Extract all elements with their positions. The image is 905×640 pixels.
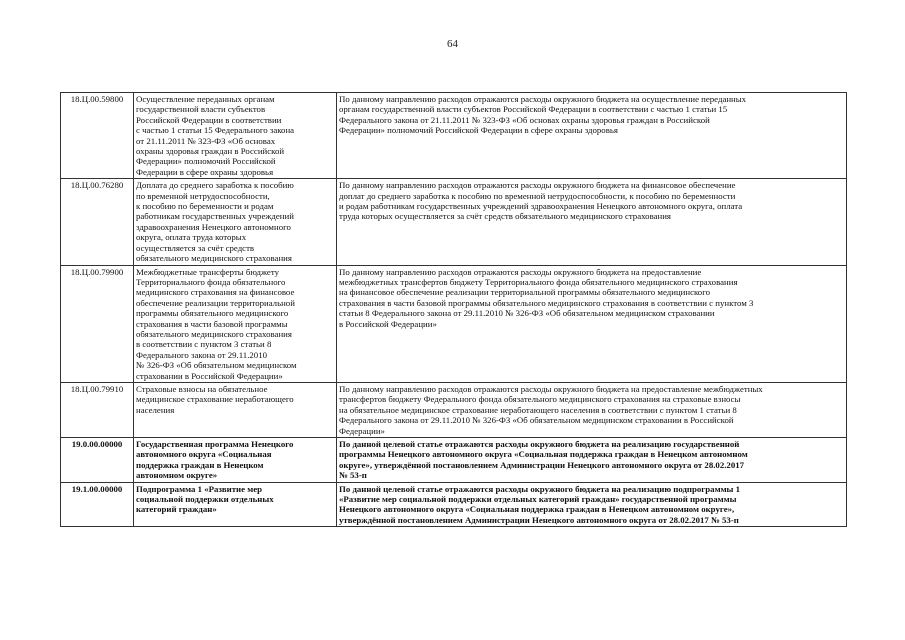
row-code: 19.0.00.00000 (61, 438, 134, 483)
row-code: 18.Ц.00.79900 (61, 265, 134, 382)
row-code: 19.1.00.00000 (61, 482, 134, 527)
table-row (61, 265, 847, 382)
budget-classification-table (60, 92, 847, 527)
table-row (61, 93, 847, 179)
table-row (61, 482, 847, 527)
row-description: По данному направлению расходов отражаются расходы окружного бюджета на предоставление межбюджетных трансфертов бюджету Федерального фонда обязательного медицинского страхования на страховые взносы на обязательное медицинское страхование неработающего населения в соответствии с пунктом 1 статьи 8 Федерального закона от 29.11.2010 № 326-ФЗ «Об обязательном медицинском страховании в Российской Федерации» (337, 382, 847, 437)
row-description: По данной целевой статье отражаются расходы окружного бюджета на реализацию подпрограммы 1 «Развитие мер социальной поддержки отдельных категорий граждан» государственной программы Ненецкого автономного округа «Социальная поддержка граждан в Ненецком автономном округе», утверждённой постановлением Администрации Ненецкого автономного округа от 28.02.2017 № 53-п (337, 482, 847, 527)
row-code: 18.Ц.00.79910 (61, 382, 134, 437)
table-row (61, 382, 847, 437)
row-name: Осуществление переданных органам государственной власти субъектов Российской Федерации в соответствии с частью 1 статьи 15 Федерального закона от 21.11.2011 № 323-ФЗ «Об основах охраны здоровья граждан в Российской Федерации» полномочий Российской Федерации в сфере охраны здоровья (134, 93, 337, 179)
row-name: Подпрограмма 1 «Развитие мер социальной поддержки отдельных категорий граждан» (134, 482, 337, 527)
row-name: Доплата до среднего заработка к пособию по временной нетрудоспособности, к пособию по беременности и родам работникам государственных учреждений здравоохранения Ненецкого автономного округа, оплата труда которых осуществляется за счёт средств обязательного медицинского страхования (134, 179, 337, 265)
table-row (61, 179, 847, 265)
row-code: 18.Ц.00.59800 (61, 93, 134, 179)
row-description: По данному направлению расходов отражаются расходы окружного бюджета на финансовое обеспечение доплат до среднего заработка к пособию по временной нетрудоспособности, к пособию по беременности и родам работникам государственных учреждений здравоохранения Ненецкого автономного округа, оплата труда которых осуществляется за счёт средств обязательного медицинского страхования (337, 179, 847, 265)
row-code: 18.Ц.00.76280 (61, 179, 134, 265)
row-description: По данному направлению расходов отражаются расходы окружного бюджета на предоставление межбюджетных трансфертов бюджету Территориального фонда обязательного медицинского страхования на финансовое обеспечение реализации территориальной программы обязательного медицинского страхования в части базовой программы обязательного медицинского страхования в соответствии с пунктом 3 статьи 8 Федерального закона от 29.11.2010 № 326-ФЗ «Об обязательном медицинском страховании в Российской Федерации» (337, 265, 847, 382)
table-row (61, 438, 847, 483)
row-name: Страховые взносы на обязательное медицинское страхование неработающего населения (134, 382, 337, 437)
row-name: Межбюджетные трансферты бюджету Территориального фонда обязательного медицинского страхования на финансовое обеспечение реализации территориальной программы обязательного медицинского страхования в части базовой программы обязательного медицинского страхования в соответствии с пунктом 3 статьи 8 Федерального закона от 29.11.2010 № 326-ФЗ «Об обязательном медицинском страховании в Российской Федерации» (134, 265, 337, 382)
page-number: 64 (447, 38, 458, 50)
row-description: По данному направлению расходов отражаются расходы окружного бюджета на осуществление переданных органам государственной власти субъектов Российской Федерации в соответствии с частью 1 статьи 15 Федерального закона от 21.11.2011 № 323-ФЗ «Об основах охраны здоровья граждан в Российской Федерации» полномочий Российской Федерации в сфере охраны здоровья (337, 93, 847, 179)
row-name: Государственная программа Ненецкого автономного округа «Социальная поддержка граждан в Ненецком автономном округе» (134, 438, 337, 483)
row-description: По данной целевой статье отражаются расходы окружного бюджета на реализацию государственной программы Ненецкого автономного округа «Социальная поддержка граждан в Ненецком автономном округе», утверждённой постановлением Администрации Ненецкого автономного округа от 28.02.2017 № 53-п (337, 438, 847, 483)
